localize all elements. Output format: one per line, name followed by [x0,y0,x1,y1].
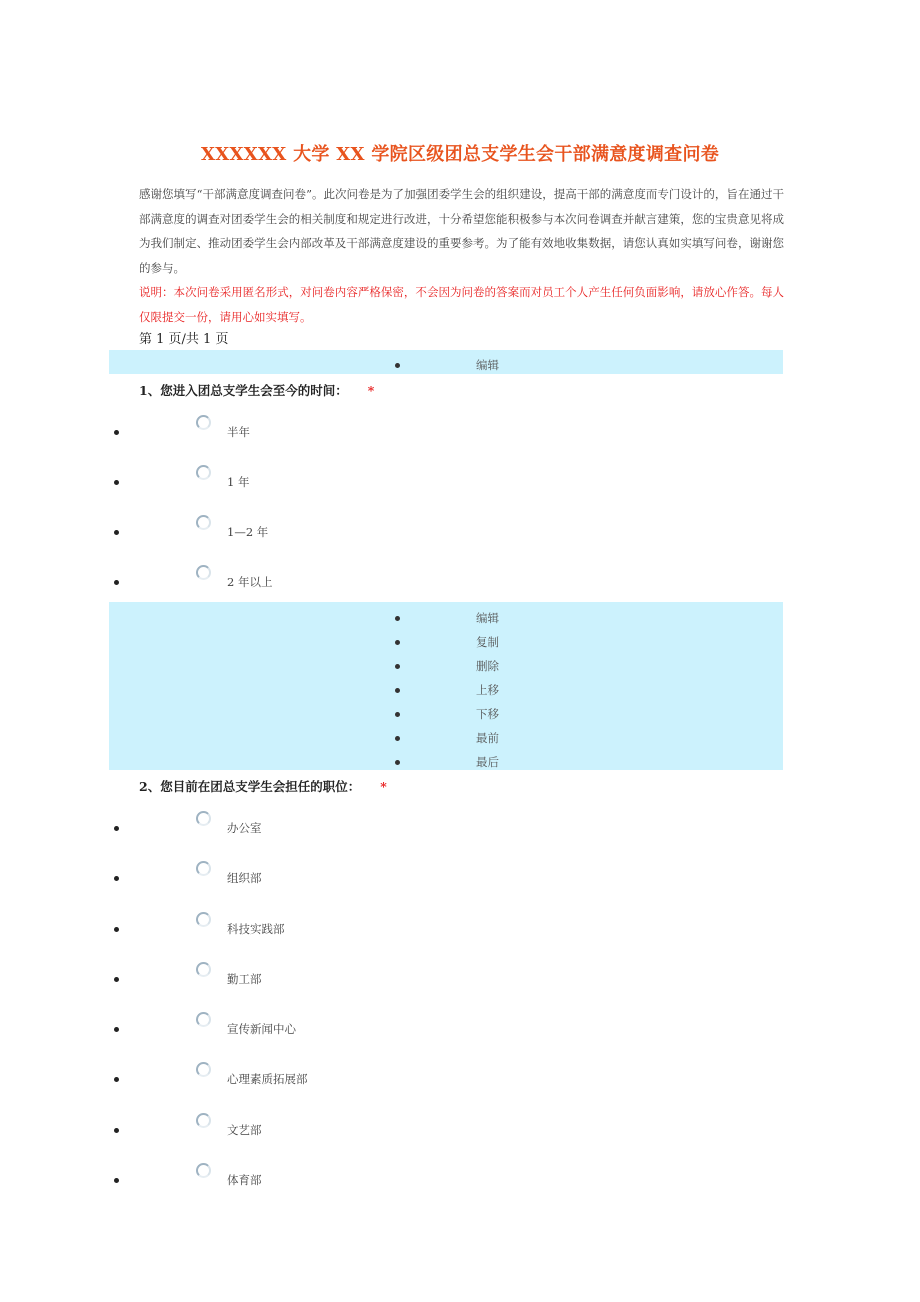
toolbar-copy-item[interactable] [109,630,783,654]
bullet-icon [114,977,119,982]
bullet-icon [395,363,400,368]
option-label: 半年 [227,425,250,439]
toolbar-move-down-item[interactable] [109,702,783,726]
radio-button[interactable] [196,1163,211,1178]
bullet-icon [114,430,119,435]
radio-button[interactable] [196,1062,211,1077]
q1-option[interactable] [0,415,400,445]
q2-option[interactable] [0,912,400,942]
toolbar-first-item[interactable] [109,726,783,750]
q2-option[interactable] [0,962,400,992]
move-first-link[interactable]: 最前 [476,731,499,745]
bullet-icon [114,480,119,485]
survey-title: XXXXXX 大学 XX 学院区级团总支学生会干部满意度调查问卷 [200,144,720,165]
q2-option[interactable] [0,1062,400,1092]
move-down-link[interactable]: 下移 [476,707,499,721]
page-indicator: 第 1 页/共 1 页 [139,332,229,347]
q1-option[interactable] [0,565,400,595]
delete-link[interactable]: 删除 [476,659,499,673]
edit-link[interactable]: 编辑 [476,358,499,372]
radio-button[interactable] [196,912,211,927]
bullet-icon [395,616,400,621]
question-1-text: 1、您进入团总支学生会至今的时间： [139,383,348,398]
bullet-icon [395,712,400,717]
bullet-icon [114,927,119,932]
q1-option[interactable] [0,515,400,545]
q2-option[interactable] [0,1163,400,1193]
bullet-icon [114,876,119,881]
page-toolbar [109,350,783,374]
move-up-link[interactable]: 上移 [476,683,499,697]
option-label: 心理素质拓展部 [227,1072,308,1086]
option-label: 1 年 [227,475,250,489]
radio-button[interactable] [196,1113,211,1128]
toolbar-delete-item[interactable] [109,654,783,678]
copy-link[interactable]: 复制 [476,635,499,649]
option-label: 勤工部 [227,972,262,986]
radio-button[interactable] [196,962,211,977]
option-label: 体育部 [227,1173,262,1187]
required-marker: * [380,779,387,794]
q2-option[interactable] [0,1012,400,1042]
q2-option[interactable] [0,861,400,891]
bullet-icon [114,1178,119,1183]
edit-link[interactable]: 编辑 [476,611,499,625]
bullet-icon [114,580,119,585]
bullet-icon [395,736,400,741]
radio-button[interactable] [196,1012,211,1027]
toolbar-last-item[interactable] [109,750,783,774]
question-2-text: 2、您目前在团总支学生会担任的职位： [139,779,361,794]
radio-button[interactable] [196,515,211,530]
q2-option[interactable] [0,1113,400,1143]
option-label: 科技实践部 [227,922,285,936]
radio-button[interactable] [196,811,211,826]
intro-block [139,182,784,329]
privacy-note: 说明：本次问卷采用匿名形式，对问卷内容严格保密，不会因为问卷的答案而对员工个人产生任何负面影响，请放心作答。每人仅限提交一份，请用心如实填写。 [139,285,784,324]
bullet-icon [114,1027,119,1032]
intro-text: 感谢您填写“干部满意度调查问卷”。此次问卷是为了加强团委学生会的组织建设，提高干部的满意度而专门设计的，旨在通过干部满意度的调查对团委学生会的相关制度和规定进行改进，十分希望您能积极参与本次问卷调查并献言建策，您的宝贵意见将成为我们制定、推动团委学生会内部改革及干部满意度建设的重要参考。为了能有效地收集数据，请您认真如实填写问卷，谢谢您的参与。 [139,187,784,275]
move-last-link[interactable]: 最后 [476,755,499,769]
bullet-icon [114,1077,119,1082]
option-label: 宣传新闻中心 [227,1022,296,1036]
bullet-icon [395,760,400,765]
bullet-icon [395,664,400,669]
radio-button[interactable] [196,861,211,876]
question-toolbar [109,602,783,770]
bullet-icon [114,826,119,831]
option-label: 文艺部 [227,1123,262,1137]
bullet-icon [114,530,119,535]
radio-button[interactable] [196,415,211,430]
bullet-icon [395,688,400,693]
radio-button[interactable] [196,465,211,480]
q2-option[interactable] [0,811,400,841]
radio-button[interactable] [196,565,211,580]
option-label: 2 年以上 [227,575,273,589]
required-marker: * [367,383,375,398]
bullet-icon [114,1128,119,1133]
question-2-title [139,777,387,795]
bullet-icon [395,640,400,645]
toolbar-move-up-item[interactable] [109,678,783,702]
toolbar-edit-item[interactable] [109,353,783,377]
option-label: 办公室 [227,821,262,835]
question-1-title [139,381,374,399]
q1-option[interactable] [0,465,400,495]
toolbar-edit-item[interactable] [109,606,783,630]
option-label: 1—2 年 [227,525,269,539]
option-label: 组织部 [227,871,262,885]
